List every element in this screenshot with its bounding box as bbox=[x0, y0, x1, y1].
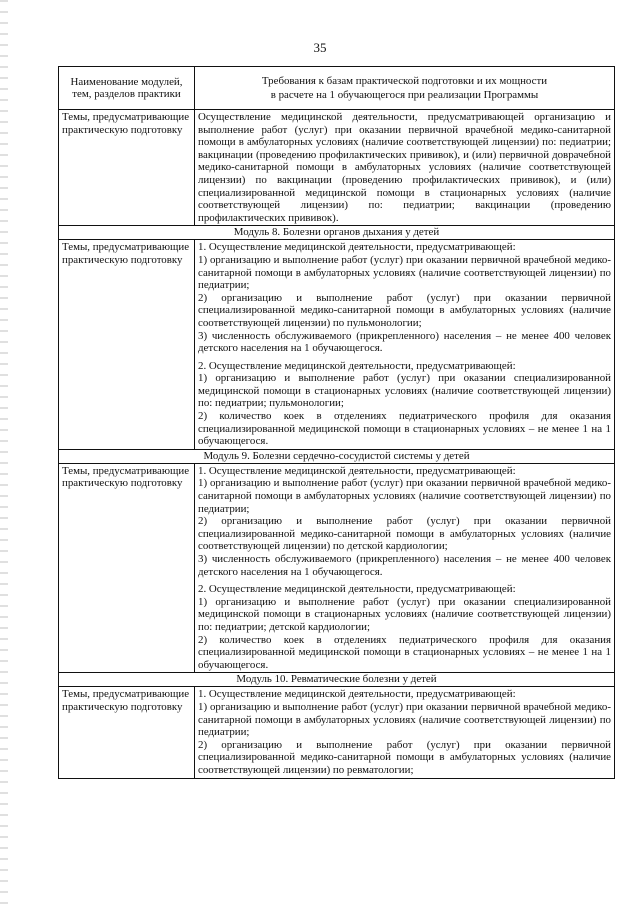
requirement-paragraph: 2) организацию и выполнение работ (услуг) при оказании первичной специализированной медико-санитарной помощи в амбулаторных условиях (наличие соответствующей лицензии) по пульмонологии; bbox=[198, 291, 611, 329]
topic-cell: Темы, предусматривающие практическую подготовку bbox=[59, 240, 195, 450]
topic-cell: Темы, предусматривающие практическую подготовку bbox=[59, 110, 195, 226]
requirement-paragraph: 1) организацию и выполнение работ (услуг) при оказании первичной врачебной медико-санитарной помощи в амбулаторных условиях (наличие соответствующей лицензии) по педиатрии; bbox=[198, 253, 611, 292]
requirements-cell bbox=[195, 110, 615, 226]
header-requirements-line1: Требования к базам практической подготовки и их мощности bbox=[261, 75, 548, 87]
requirement-paragraph: 2) организацию и выполнение работ (услуг) при оказании первичной специализированной медико-санитарной помощи в амбулаторных условиях (наличие соответствующей лицензии) по ревматологии; bbox=[198, 738, 611, 776]
table-row bbox=[59, 110, 615, 226]
requirement-paragraph: 2) количество коек в отделениях педиатрического профиля для оказания специализированной медицинской помощи в стационарных условиях – не менее 1 на 1 обучающегося. bbox=[198, 410, 611, 448]
module-8-heading-row bbox=[59, 226, 615, 240]
module-9-heading-row bbox=[59, 449, 615, 463]
module-8-title: Модуль 8. Болезни органов дыхания у детей bbox=[59, 226, 615, 240]
module-10-title: Модуль 10. Ревматические болезни у детей bbox=[59, 673, 615, 687]
requirements-cell bbox=[195, 240, 615, 450]
requirement-paragraph: 2) организацию и выполнение работ (услуг) при оказании первичной специализированной медико-санитарной помощи в амбулаторных условиях (наличие соответствующей лицензии) по детской кардиологии; bbox=[198, 515, 611, 553]
header-modules-column: Наименование модулей, тем, разделов практики bbox=[59, 67, 195, 110]
scan-edge-marks bbox=[0, 0, 8, 905]
table-header-row bbox=[59, 67, 615, 110]
module-9-title: Модуль 9. Болезни сердечно-сосудистой системы у детей bbox=[59, 449, 615, 463]
requirement-paragraph: 1. Осуществление медицинской деятельности, предусматривающей: bbox=[198, 241, 516, 254]
requirement-paragraph: 2. Осуществление медицинской деятельности, предусматривающей: bbox=[198, 583, 516, 596]
requirement-paragraph: 1) организацию и выполнение работ (услуг) при оказании специализированной медицинской помощи в стационарных условиях (наличие соответствующей лицензии) по: педиатрии; пульмонологии; bbox=[198, 372, 611, 410]
header-requirements-line2: в расчете на 1 обучающегося при реализации Программы bbox=[270, 89, 539, 101]
topic-cell: Темы, предусматривающие практическую подготовку bbox=[59, 687, 195, 778]
requirement-paragraph: 1. Осуществление медицинской деятельности, предусматривающей: bbox=[198, 688, 516, 701]
topic-cell: Темы, предусматривающие практическую подготовку bbox=[59, 463, 195, 673]
requirements-cell bbox=[195, 463, 615, 673]
header-requirements-column bbox=[195, 67, 615, 110]
requirement-paragraph: 2) количество коек в отделениях педиатрического профиля для оказания специализированной медицинской помощи в стационарных условиях – не менее 1 на 1 обучающегося. bbox=[198, 633, 611, 671]
requirement-paragraph: Осуществление медицинской деятельности, предусматривающей организацию и выполнение работ (услуг) при оказании первичной врачебной медико-санитарной помощи в амбулаторных условиях (наличие соответствующей лицензии) по: педиатрии; вакцинации (проведению профилактических прививок), и (или) первичной доврачебной медико-санитарной помощи в амбулаторных условиях (наличие соответствующей лицензии) по вакцинации (проведению профилактических прививок), и (или) специализированной медицинской помощи в стационарных условиях (наличие соответствующей лицензии) по: педиатрии; вакцинации (проведению профилактических прививок). bbox=[198, 111, 611, 224]
requirement-paragraph: 3) численность обслуживаемого (прикрепленного) населения – не менее 400 человек детского населения на 1 обучающегося. bbox=[198, 329, 611, 355]
table-row bbox=[59, 463, 615, 673]
requirement-paragraph: 1) организацию и выполнение работ (услуг) при оказании специализированной медицинской помощи в стационарных условиях (наличие соответствующей лицензии) по: педиатрии; детской кардиологии; bbox=[198, 595, 611, 633]
requirement-paragraph: 3) численность обслуживаемого (прикрепленного) населения – не менее 400 человек детского населения на 1 обучающегося. bbox=[198, 553, 611, 578]
requirement-paragraph: 2. Осуществление медицинской деятельности, предусматривающей: bbox=[198, 359, 516, 372]
module-10-heading-row bbox=[59, 673, 615, 687]
page-number: 35 bbox=[313, 40, 327, 55]
requirements-table bbox=[58, 66, 615, 779]
requirement-paragraph: 1) организацию и выполнение работ (услуг) при оказании первичной врачебной медико-санитарной помощи в амбулаторных условиях (наличие соответствующей лицензии) по педиатрии; bbox=[198, 477, 611, 515]
table-row bbox=[59, 240, 615, 450]
requirement-paragraph: 1) организацию и выполнение работ (услуг) при оказании первичной врачебной медико-санитарной помощи в амбулаторных условиях (наличие соответствующей лицензии) по педиатрии; bbox=[198, 700, 611, 739]
requirements-cell bbox=[195, 687, 615, 778]
requirement-paragraph: 1. Осуществление медицинской деятельности, предусматривающей: bbox=[198, 464, 516, 477]
table-row bbox=[59, 687, 615, 778]
